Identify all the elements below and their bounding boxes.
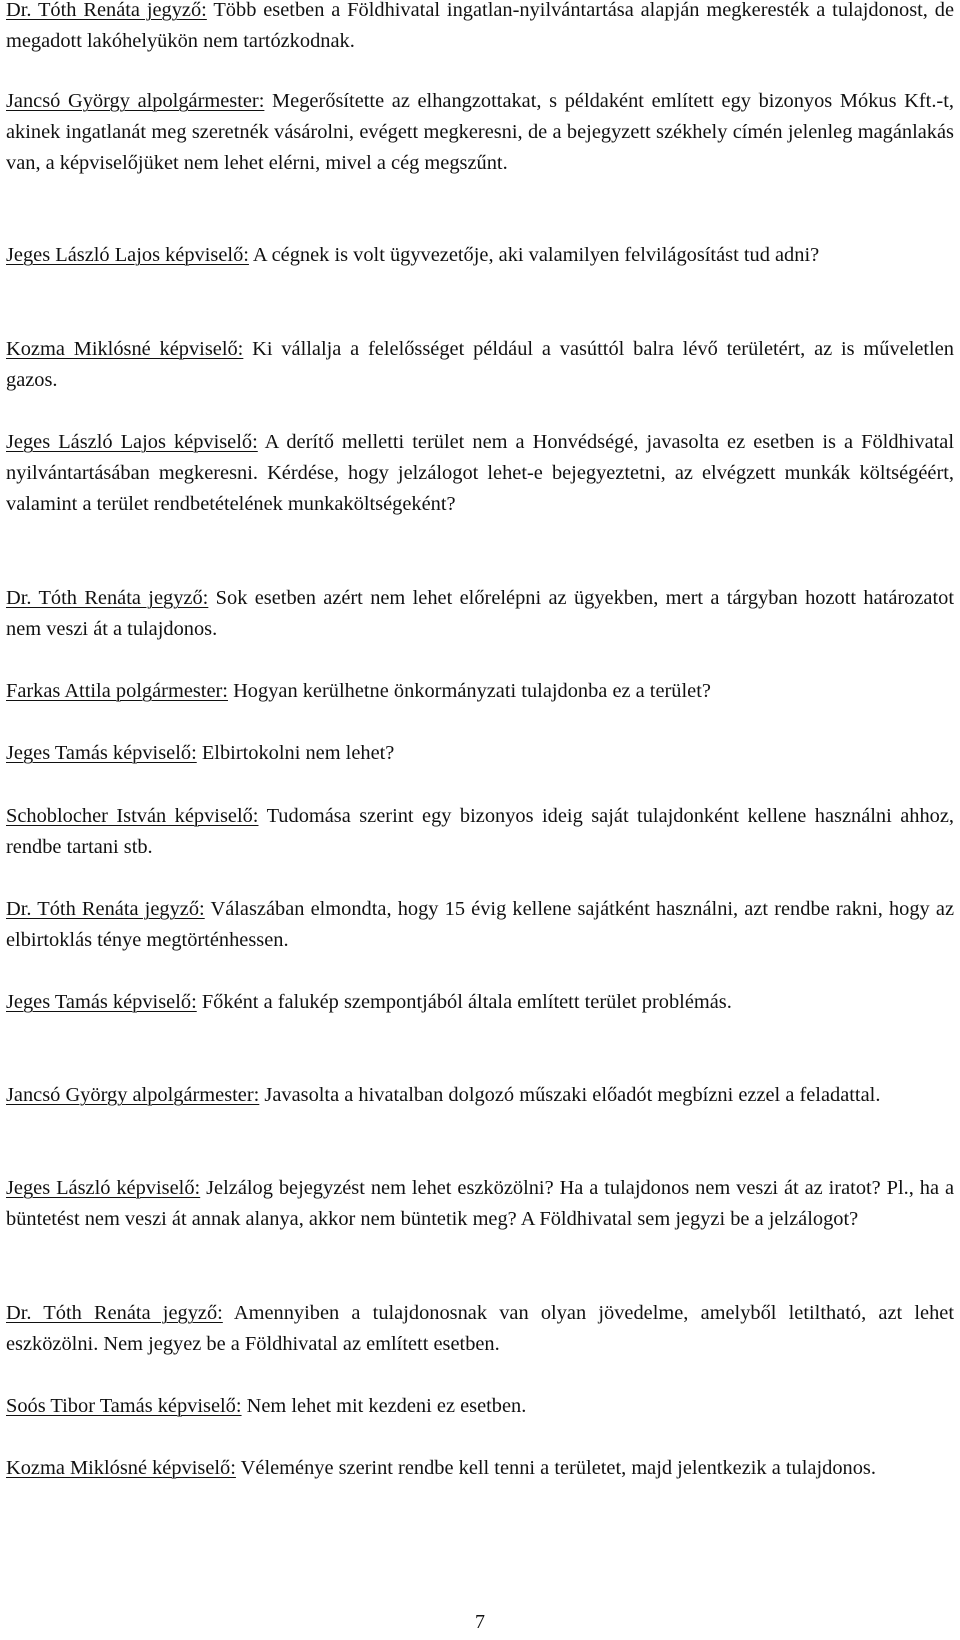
paragraph-text: Főként a falukép szempontjából általa említett terület problémás. [196, 991, 732, 1013]
speaker-name: Kozma Miklósné képviselő: [6, 338, 244, 360]
speaker-name: Dr. Tóth Renáta jegyző: [6, 587, 209, 609]
paragraph-text: Javasolta a hivatalban dolgozó műszaki előadót megbízni ezzel a feladattal. [259, 1084, 881, 1106]
speaker-name: Jeges Tamás képviselő: [6, 991, 197, 1013]
speaker-name: Soós Tibor Tamás képviselő: [6, 1395, 242, 1417]
speaker-name: Dr. Tóth Renáta jegyző: [6, 898, 205, 920]
paragraph-text: Amennyiben a tulajdonosnak van olyan jövedelme, amelyből letiltható, azt lehet eszközölni. Nem jegyez be a Földhivatal az említett esetben. [6, 1302, 954, 1355]
page-number: 7 [475, 1611, 485, 1633]
paragraph-7 [6, 676, 954, 707]
paragraph-16 [6, 1453, 954, 1484]
speaker-name: Jeges László Lajos képviselő: [6, 431, 258, 453]
paragraph-text: Nem lehet mit kezdeni ez esetben. [241, 1395, 527, 1417]
paragraph-11 [6, 987, 954, 1018]
paragraph-text: Véleménye szerint rendbe kell tenni a területet, majd jelentkezik a tulajdonos. [235, 1457, 876, 1479]
paragraph-text: Ki vállalja a felelősséget például a vasúttól balra lévő területért, az is műveletlen gazos. [6, 338, 954, 391]
speaker-name: Jeges László képviselő: [6, 1177, 201, 1199]
paragraph-text: A cégnek is volt ügyvezetője, aki valamilyen felvilágosítást tud adni? [248, 244, 820, 266]
paragraph-1 [6, 0, 954, 57]
speaker-name: Kozma Miklósné képviselő: [6, 1457, 236, 1479]
paragraph-5 [6, 427, 954, 520]
paragraph-14 [6, 1298, 954, 1360]
paragraph-13 [6, 1173, 954, 1235]
paragraph-text: A derítő melletti terület nem a Honvédségé, javasolta ez esetben is a Földhivatal nyilvántartásában megkeresni. Kérdése, hogy jelzálogot lehet-e bejegyeztetni, az elvégzett munkák költségéért, valamint a terület rendbetételének munkaköltségeként? [6, 431, 954, 515]
paragraph-10 [6, 894, 954, 956]
paragraph-text: Jelzálog bejegyzést nem lehet eszközölni? Ha a tulajdonos nem veszi át az iratot? Pl., ha a büntetést nem veszi át annak alanya, akkor nem büntetik meg? A Földhivatal sem jegyzi be a jelzálogot? [6, 1177, 954, 1230]
paragraph-text: Elbirtokolni nem lehet? [196, 742, 395, 764]
paragraph-text: Több esetben a Földhivatal ingatlan-nyilvántartása alapján megkeresték a tulajdonost, de megadott lakóhelyükön nem tartózkodnak. [6, 0, 954, 52]
paragraph-3 [6, 240, 954, 271]
speaker-name: Schoblocher István képviselő: [6, 805, 259, 827]
paragraph-text: Megerősítette az elhangzottakat, s példaként említett egy bizonyos Mókus Kft.-t, akinek ingatlanát meg szeretnék vásárolni, evégett megkeresni, de a bejegyzett székhely címén jelenleg magánlakás van, a képviselőjüket nem lehet elérni, mivel a cég megszűnt. [6, 90, 954, 174]
paragraph-8 [6, 738, 954, 769]
paragraph-text: Sok esetben azért nem lehet előrelépni az ügyekben, mert a tárgyban hozott határozatot nem veszi át a tulajdonos. [6, 587, 954, 640]
speaker-name: Jancsó György alpolgármester: [6, 1084, 260, 1106]
paragraph-2 [6, 86, 954, 179]
speaker-name: Dr. Tóth Renáta jegyző: [6, 1302, 223, 1324]
paragraph-text: Hogyan kerülhetne önkormányzati tulajdonba ez a terület? [227, 680, 711, 702]
paragraph-6 [6, 583, 954, 645]
speaker-name: Farkas Attila polgármester: [6, 680, 228, 702]
paragraph-15 [6, 1391, 954, 1422]
paragraph-12 [6, 1080, 954, 1111]
paragraph-text: Válaszában elmondta, hogy 15 évig kellene sajátként használni, azt rendbe rakni, hogy az elbirtoklás ténye megtörténhessen. [6, 898, 954, 951]
speaker-name: Jeges László Lajos képviselő: [6, 244, 249, 266]
paragraph-9 [6, 801, 954, 863]
paragraph-text: Tudomása szerint egy bizonyos ideig saját tulajdonként kellene használni ahhoz, rendbe tartani stb. [6, 805, 955, 858]
speaker-name: Jancsó György alpolgármester: [6, 90, 265, 112]
speaker-name: Jeges Tamás képviselő: [6, 742, 197, 764]
paragraph-4 [6, 334, 954, 396]
speaker-name: Dr. Tóth Renáta jegyző: [6, 0, 207, 21]
